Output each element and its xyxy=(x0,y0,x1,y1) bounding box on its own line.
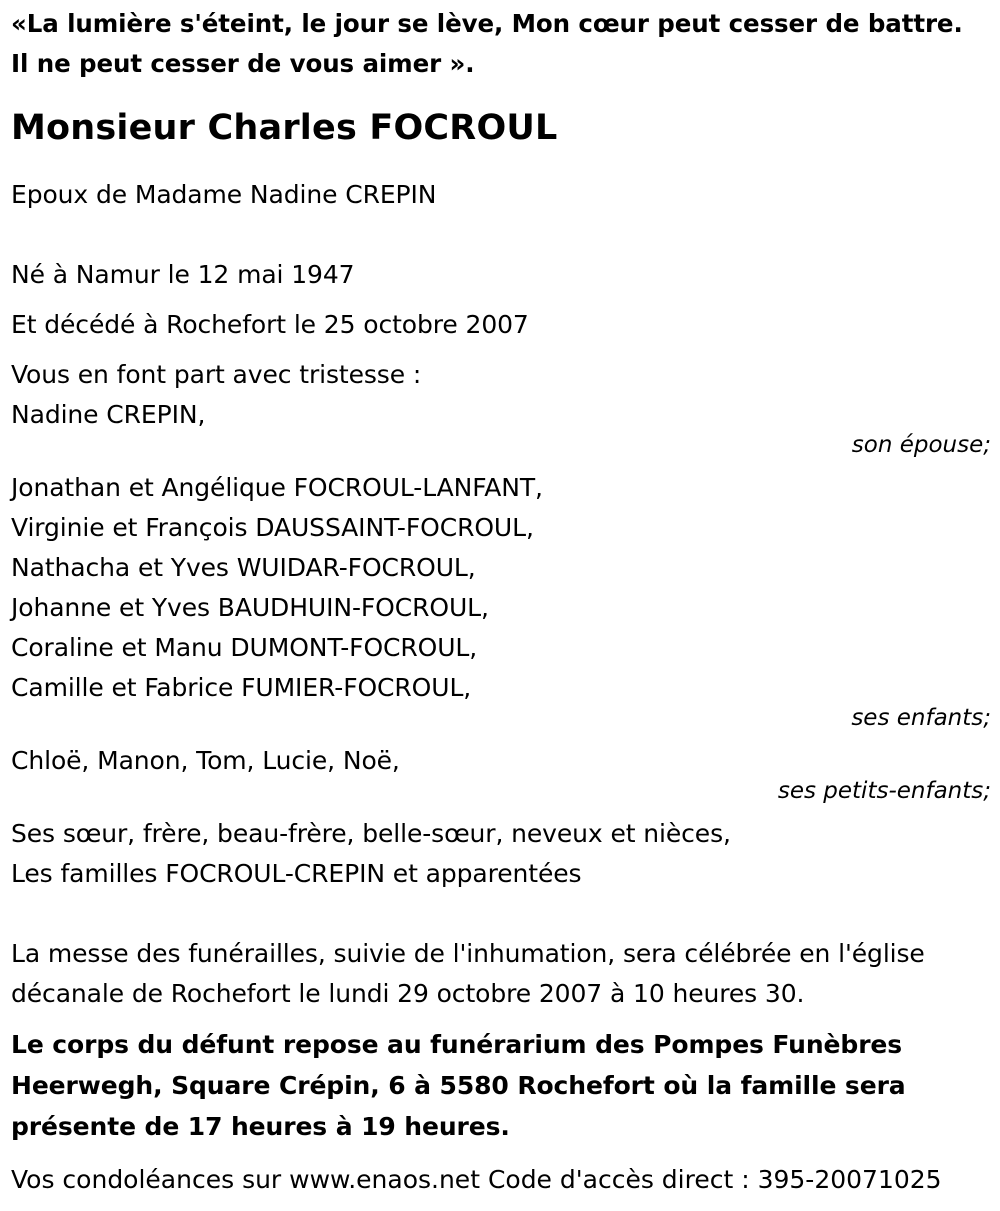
spouse-name: Nadine CREPIN, xyxy=(11,400,206,429)
grandchildren-role: ses petits-enfants; xyxy=(777,778,991,804)
children-role: ses enfants; xyxy=(851,705,991,731)
condolences-line: Vos condoléances sur www.enaos.net Code d'accès direct : 395-20071025 xyxy=(11,1165,942,1194)
other-relatives: Ses sœur, frère, beau-frère, belle-sœur, neveux et nièces, xyxy=(11,819,731,848)
obituary-notice xyxy=(11,0,991,1147)
visitation-line-1: Le corps du défunt repose au funérarium des Pompes Funèbres xyxy=(11,1030,903,1059)
children-list xyxy=(11,468,991,708)
announcement-intro: Vous en font part avec tristesse : xyxy=(11,360,422,389)
death-line: Et décédé à Rochefort le 25 octobre 2007 xyxy=(11,310,529,339)
birth-line: Né à Namur le 12 mai 1947 xyxy=(11,260,355,289)
visitation-block xyxy=(11,1024,991,1147)
visitation-line-3: présente de 17 heures à 19 heures. xyxy=(11,1112,510,1141)
child-name: Johanne et Yves BAUDHUIN-FOCROUL, xyxy=(11,593,489,622)
child-name: Nathacha et Yves WUIDAR-FOCROUL, xyxy=(11,553,476,582)
deceased-name: Monsieur Charles FOCROUL xyxy=(11,108,558,148)
spouse-role: son épouse; xyxy=(851,432,991,458)
child-name: Virginie et François DAUSSAINT-FOCROUL, xyxy=(11,513,534,542)
child-name: Jonathan et Angélique FOCROUL-LANFANT, xyxy=(11,473,543,502)
spouse-line: Epoux de Madame Nadine CREPIN xyxy=(11,180,437,209)
mass-line-2: décanale de Rochefort le lundi 29 octobre 2007 à 10 heures 30. xyxy=(11,979,805,1008)
child-name: Coraline et Manu DUMONT-FOCROUL, xyxy=(11,633,478,662)
visitation-line-2: Heerwegh, Square Crépin, 6 à 5580 Rochefort où la famille sera xyxy=(11,1071,906,1100)
mass-line-1: La messe des funérailles, suivie de l'inhumation, sera célébrée en l'église xyxy=(11,939,925,968)
grandchildren-names: Chloë, Manon, Tom, Lucie, Noë, xyxy=(11,746,400,775)
quote-line-2: Il ne peut cesser de vous aimer ». xyxy=(11,49,475,78)
child-name: Camille et Fabrice FUMIER-FOCROUL, xyxy=(11,673,472,702)
quote-line-1: «La lumière s'éteint, le jour se lève, Mon cœur peut cesser de battre. xyxy=(11,9,963,38)
other-families: Les familles FOCROUL-CREPIN et apparentées xyxy=(11,859,582,888)
